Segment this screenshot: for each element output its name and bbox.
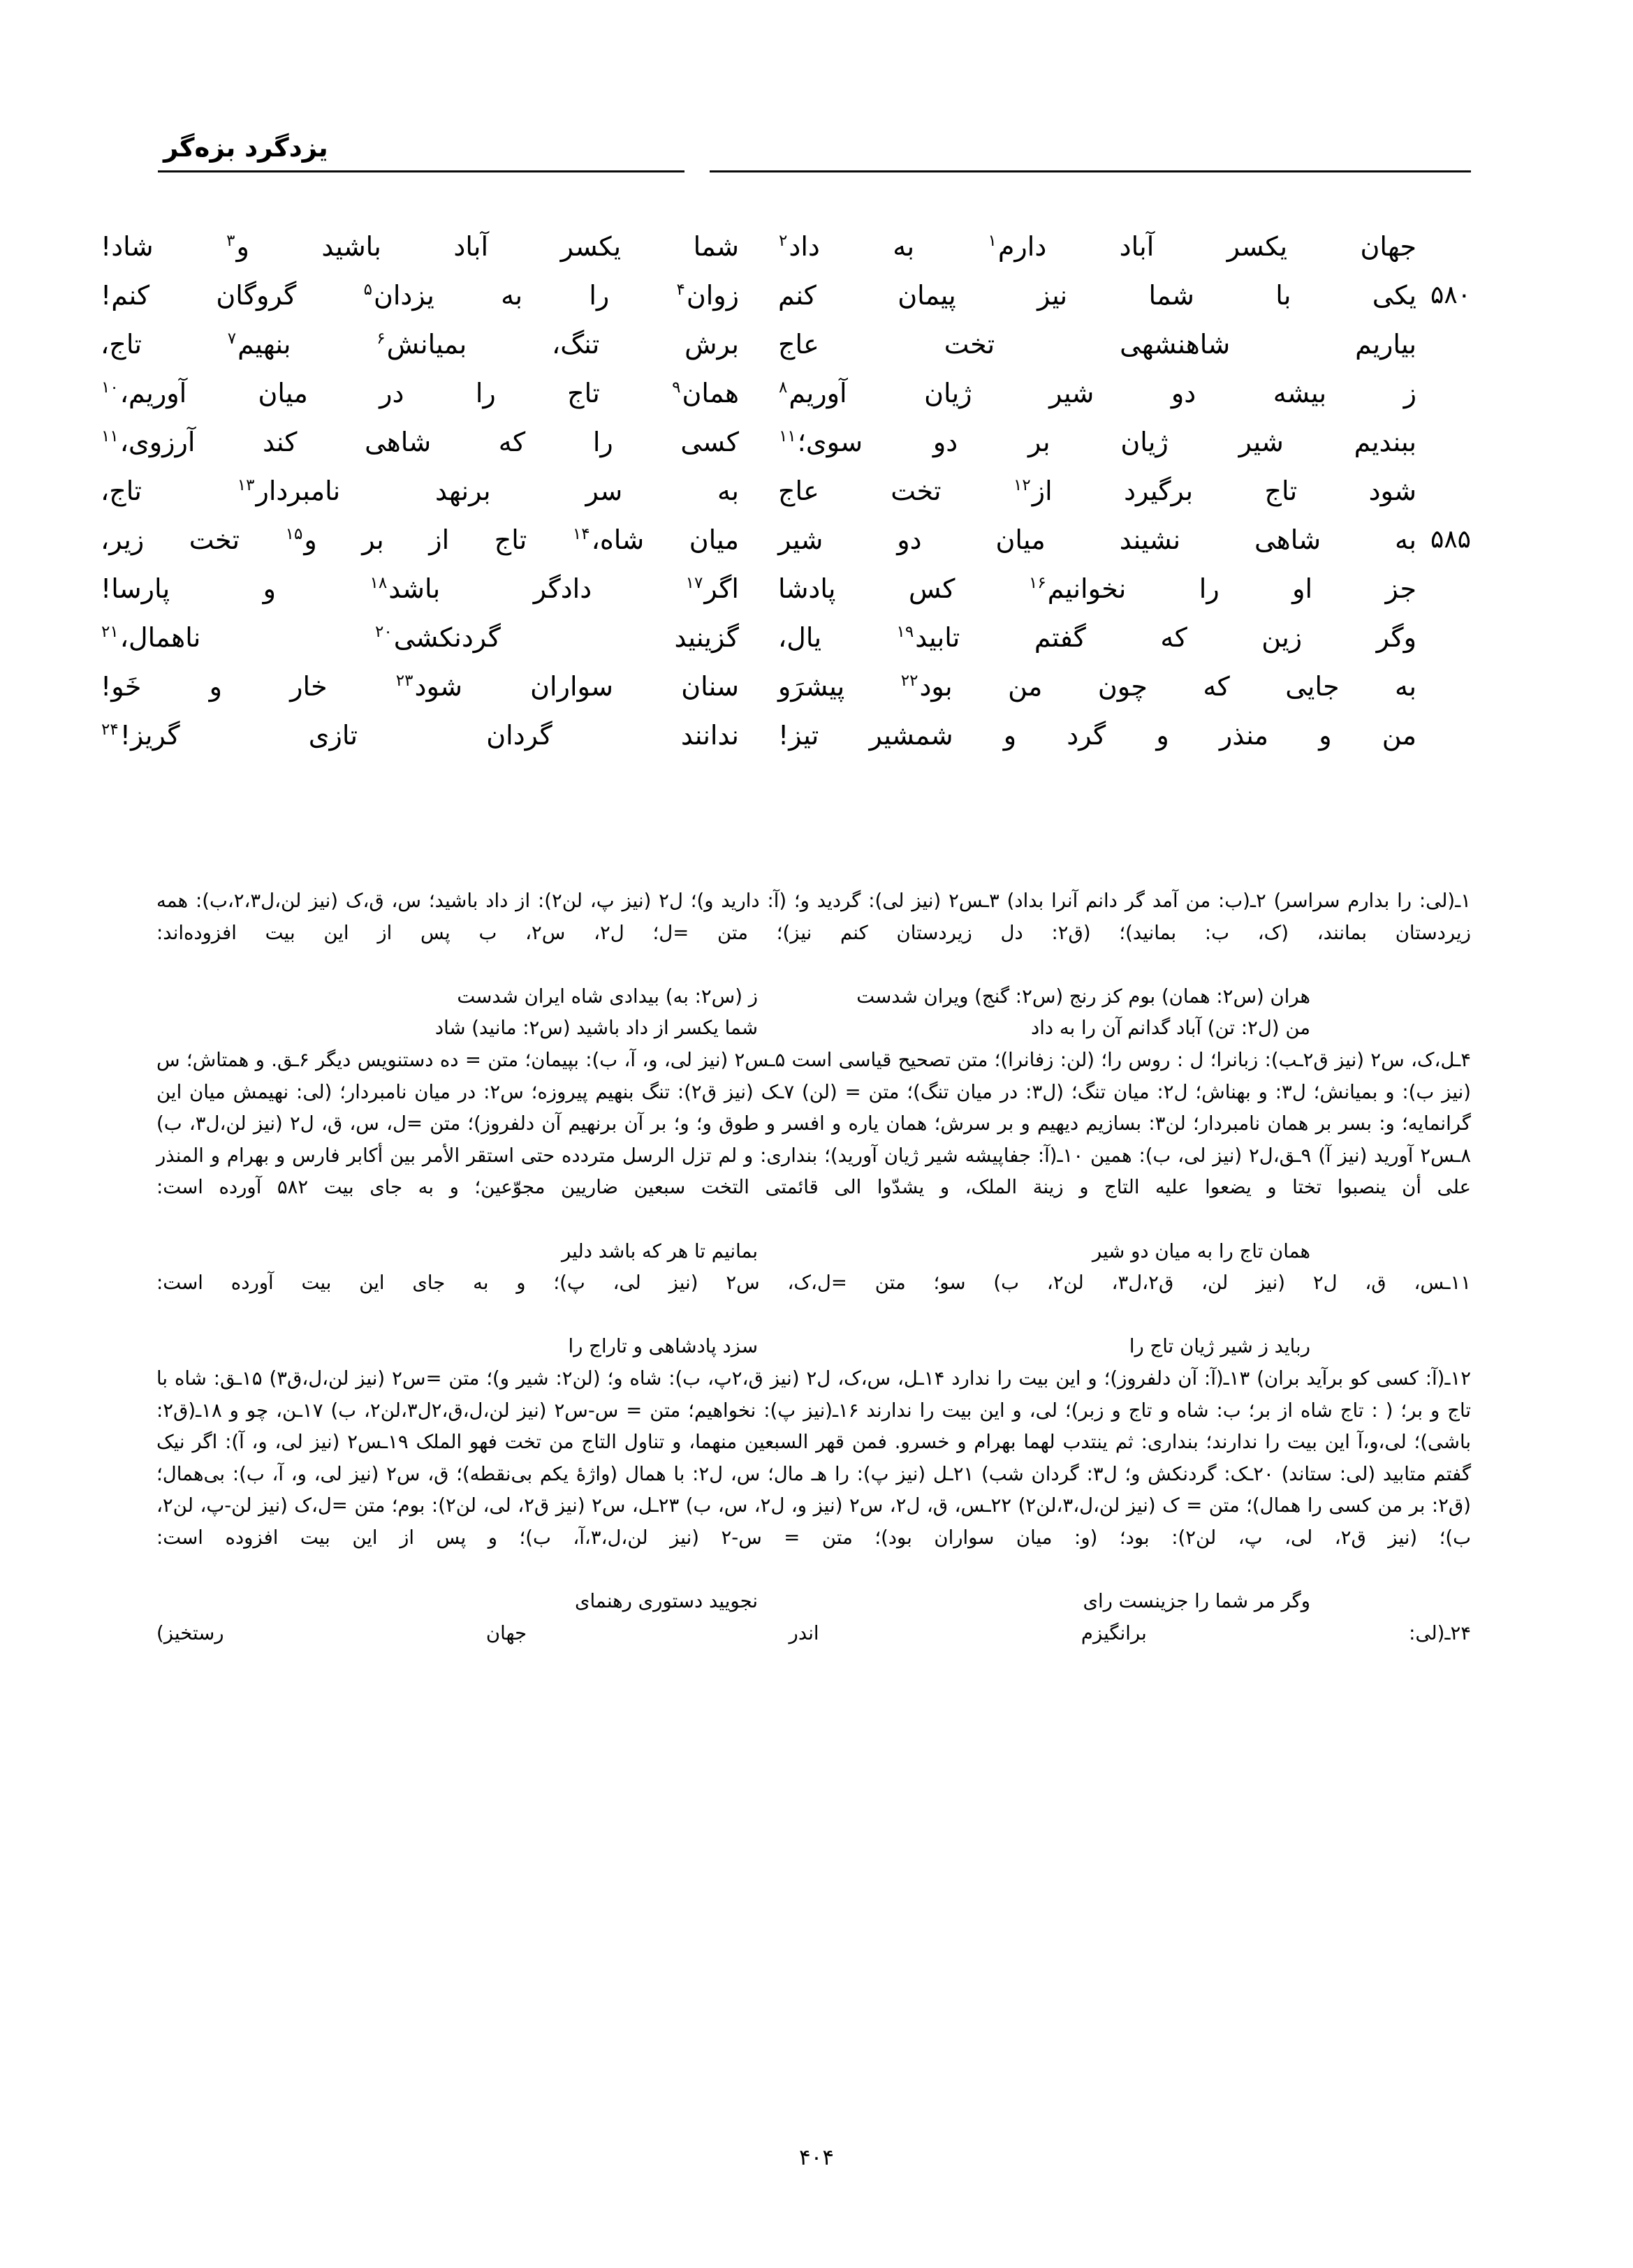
verse-word: زیر، [101, 524, 145, 555]
verse-word: بر [362, 524, 384, 555]
verse-word: کسی [680, 427, 739, 457]
hemistich-second [82, 466, 760, 515]
verse-word: نخوانیم$^{۱۶}$ [1028, 573, 1127, 604]
verse-line [101, 320, 1471, 369]
verse-word: یکسر [560, 231, 622, 262]
verse-word: شاه،$^{۱۴}$ [572, 524, 645, 555]
verse-word: میان [258, 378, 308, 408]
apparatus-note: ۱۲ـ(آ: کسی کو برآید بران) ۱۳ـ(آ: آن دلفروز)؛ و این بیت را ندارد ۱۴ـل، س،ک، ل۲ (نیز ق،۲پ، ب): شاه و؛ (لن۲: شیر و)؛ متن =س۲ (نیز لن،ل،ق۳) ۱۵ـق: شاه با تاج و بر؛ ( : تاج شاه از بر؛ ب: شاه و تاج و زبر)؛ لی، و این بیت را ندارند ۱۶ـ(نیز پ): نخواهیم؛ متن = س-س۲ (نیز لن،ل،ق،۲ل۳،لن۲، ب) ۱۷ـن، چو و ۱۸ـ(ق۲: باشی)؛ لی،و،آ این بیت را ندارند؛ بنداری: ثم ينتدب لهما بهرام و خسرو. فمن قهر السبعين منهما، و تناول التاج من تخت فهو الملک ۱۹ـس۲ (نیز لی، و، آ): اگر نیک گفتم متابید (لی: ستاند) ۲۰ـک: گردنکش و؛ ل۳: گردان شب) ۲۱ـل (نیز پ): را هـ مال؛ س، ل۲: با همال (واژهٔ یکم بی‌نقطه)؛ ق، س۲ (نیز لی، و، آ، ب): بی‌همال؛ (ق۲: بر من کسی را همال)؛ متن = ک (نیز لن،ل،۳،لن۲) ۲۲ـس، ق، ل۲، س۲ (نیز و، ل۲، س، ب) ۲۳ـل، س۲ (نیز ق۲، لی، لن۲): بوم؛ متن =ل،ک (نیز لن-پ، لن۲، ب)؛ (نیز ق۲، لی، پ، لن۲): بود؛ (و: میان سواران بود)؛ متن = س-۲ (نیز لن،ل،۳،آ، ب)؛ و پس از این بیت افزوده است: [156, 1367, 1472, 1549]
hemistich-first [760, 271, 1471, 320]
verse-word: بر [1027, 427, 1050, 457]
hemistich-text [760, 515, 1416, 564]
hemistich-text [82, 662, 739, 711]
verse-word: دادگر [533, 573, 592, 604]
hemistich-first [760, 320, 1471, 369]
verse-word: آوریم،$^{۱۰}$ [101, 378, 187, 408]
verse-word: ندانند [680, 720, 739, 751]
verse-word: شما [1148, 280, 1194, 311]
verse-word: از [429, 524, 450, 555]
verse-word: باشید [321, 231, 381, 262]
hemistich-first [760, 613, 1471, 662]
verse-word: و [1156, 720, 1169, 751]
verse-block [101, 222, 1471, 760]
footnote-marker: ۶ [376, 330, 386, 348]
verse-word: گفتم [1034, 622, 1086, 653]
verse-word: گروگان [216, 280, 297, 311]
hemistich-second [82, 662, 760, 711]
hemistich-second [82, 711, 760, 760]
verse-word: برش [684, 329, 739, 360]
hemistich-text [760, 613, 1416, 662]
verse-word: گرد [1067, 720, 1106, 751]
verse-word: تخت [944, 329, 995, 360]
verse-word: او [1292, 573, 1313, 604]
verse-word: پادشا [778, 573, 836, 604]
apparatus-note: ۴ـل،ک، س۲ (نیز ق۲ـب): زبانرا؛ ل : روس را؛ (لن: زفانرا)؛ متن تصحیح قیاسی است ۵ـس۲ (نیز لی، و، آ، ب): بپیمان؛ متن = ده دستنویس دیگر ۶ـق. و همتاش؛ س (نیز ب): و بمیانش؛ ل۳: و بهناش؛ ل۲: میان تنگ؛ (ل۳: در میان تنگ)؛ متن = (لن) ۷ـک (نیز ق۲): تنگ بنهیم پیروزه؛ س۲: در میان نامبردار؛ (لی: نهیمش میان این گرانمایه؛ و: بسر بر همان نامبردار؛ لن۳: بسازیم دیهیم و بر سرش؛ همان یاره و افسر و طوق و؛ و؛ بر آن برنهیم آن دلفروز)؛ متن =ل، س، ق، ل۲ (نیز لن،ل۳، ب) ۸ـس۲ آورید (نیز آ) ۹ـق،ل۲ (نیز لی، ب): همین ۱۰ـ(آ: جفاپیشه شیر ژیان آورید)؛ بنداری: و لم تزل الرسل متردده حتی استقر الأمر بین أکابر فارس و بهرام و المنذر علی أن ينصبوا تختا و یضعوا علیه التاج و زینة الملک، و یشدّوا الی قائمتی التخت سبعین ضاریین مجوّعین؛ و به جای بیت ۵۸۲ آورده است: [156, 1048, 1472, 1199]
apparatus-couplet [156, 1586, 1471, 1618]
verse-word: سنان [681, 671, 739, 702]
verse-word: آرزوی،$^{۱۱}$ [101, 427, 196, 457]
verse-word: در [379, 378, 404, 408]
hemistich-first [760, 564, 1471, 613]
verse-word: پیمان [898, 280, 956, 311]
verse-word: بود$^{۲۲}$ [900, 671, 953, 702]
verse-word: را [592, 427, 613, 457]
verse-word: عاج [778, 476, 819, 506]
hemistich-text [82, 613, 739, 662]
verse-word: چون [1097, 671, 1148, 702]
verse-word: شیر [1238, 427, 1284, 457]
verse-word: گردان [486, 720, 552, 751]
verse-line [101, 369, 1471, 418]
verse-word: بیشه [1273, 378, 1327, 408]
verse-word: تنگ، [551, 329, 600, 360]
verse-word: همان$^۹$ [672, 378, 739, 408]
hemistich-text [82, 271, 739, 320]
hemistich-second [82, 369, 760, 418]
apparatus-couplet [156, 1236, 1471, 1268]
hemistich-first [760, 515, 1471, 564]
verse-word: دو [897, 524, 922, 555]
verse-word: زوان$^۴$ [676, 280, 739, 311]
hemistich-text [760, 662, 1416, 711]
verse-word: کنم! [101, 280, 150, 311]
verse-word: کنم [778, 280, 816, 311]
running-head [158, 133, 1471, 172]
verse-word: بمیانش$^۶$ [376, 329, 467, 360]
verse-word: و [263, 573, 277, 604]
footnote-marker: ۹ [672, 378, 681, 397]
verse-word: پارسا! [101, 573, 170, 604]
verse-word: برگیرد [1124, 476, 1194, 506]
verse-word: وگر [1376, 622, 1416, 653]
verse-word: آباد [453, 231, 489, 262]
hemistich-first [760, 466, 1471, 515]
verse-word: تاج [1264, 476, 1298, 506]
apparatus-couplet-hemistich-right: من (ل۲: تن) آباد گدانم آن را به داد [1030, 1017, 1310, 1040]
verse-line [101, 711, 1471, 760]
verse-word: یکسر [1226, 231, 1288, 262]
verse-word: تاج، [101, 476, 142, 506]
verse-word: و$^۳$ [226, 231, 249, 262]
footnote-marker: ۱۰ [101, 378, 119, 397]
verse-line [101, 222, 1471, 271]
verse-word: برنهد [435, 476, 491, 506]
footnote-marker: ۱۴ [572, 525, 590, 544]
verse-word: شیر [1049, 378, 1094, 408]
apparatus-couplet-hemistich-right: وگر مر شما را جزینست رای [1083, 1590, 1310, 1613]
verse-word: آباد [1119, 231, 1155, 262]
hemistich-text [82, 564, 739, 613]
verse-word: عاج [778, 329, 819, 360]
verse-word: شاهنشهی [1120, 329, 1231, 360]
verse-word: میان [995, 524, 1046, 555]
apparatus-couplet-hemistich-left: نجویید دستوری رهنمای [575, 1590, 758, 1613]
apparatus-couplet [156, 1012, 1471, 1045]
hemistich-second [82, 418, 760, 466]
hemistich-first [760, 418, 1471, 466]
verse-word: و [209, 671, 222, 702]
verse-word: را [589, 280, 610, 311]
verse-word: و [1319, 720, 1332, 751]
verse-word: ز [1403, 378, 1416, 408]
verse-word: اگر$^{۱۷}$ [685, 573, 739, 604]
verse-word: به [501, 280, 523, 311]
verse-word: گزینید [674, 622, 739, 653]
verse-line [101, 466, 1471, 515]
apparatus-couplet [156, 1331, 1471, 1363]
verse-word: شاهی [1254, 524, 1321, 555]
verse-word: و [1003, 720, 1017, 751]
verse-word: با [1275, 280, 1291, 311]
verse-word: جز [1385, 573, 1416, 604]
verse-word: تاج [567, 378, 600, 408]
hemistich-text [760, 466, 1416, 515]
hemistich-text [82, 222, 739, 271]
verse-word: دارم$^۱$ [988, 231, 1047, 262]
running-head-title: یزدگرد بزه‌گر [163, 133, 328, 163]
verse-word: به [1395, 524, 1416, 555]
verse-word: من [1008, 671, 1043, 702]
verse-word: پیشرَو [778, 671, 845, 702]
verse-line [101, 564, 1471, 613]
verse-word: یال، [778, 622, 822, 653]
verse-word: جهان [1360, 231, 1416, 262]
apparatus-couplet-hemistich-right: رباید ز شیر ژیان تاج را [1129, 1335, 1310, 1358]
footnote-marker: ۱۲ [1013, 476, 1031, 495]
verse-word: سوی؛$^{۱۱}$ [779, 427, 863, 457]
verse-number: ۵۸۵ [1430, 525, 1471, 554]
footnote-marker: ۱۳ [237, 476, 255, 495]
verse-word: به [717, 476, 739, 506]
footnote-marker: ۱۱ [101, 427, 119, 446]
footnote-marker: ۲۳ [395, 672, 413, 691]
footnote-marker: ۱۵ [285, 525, 303, 544]
verse-word: به [1395, 671, 1416, 702]
verse-word: آوریم$^۸$ [779, 378, 847, 408]
verse-word: داد$^۲$ [779, 231, 820, 262]
verse-word: ژیان [1120, 427, 1169, 457]
footnote-marker: ۸ [779, 378, 788, 397]
verse-word: جایی [1285, 671, 1340, 702]
hemistich-text [760, 320, 1416, 369]
verse-word: تیز! [778, 720, 819, 751]
verse-line [101, 613, 1471, 662]
verse-word: شود [1368, 476, 1416, 506]
hemistich-second [82, 320, 760, 369]
apparatus-note: ۱ـ(لی: را بدارم سراسر) ۲ـ(ب: من آمد گر دانم آنرا بداد) ۳ـس۲ (نیز لی): گردید و؛ (آ: داريد و)؛ ل۲ (نیز پ، لن۲): از داد باشيد؛ س، ق،ک (نیز لن،ل۲،۳،ب): همه زیردستان بمانند، (ک، ب: بمانید)؛ (ق۲: دل زیردستان کنم نیز)؛ متن =ل؛ ل۲، س۲، ب پس از این بیت افزوده‌اند: [156, 890, 1471, 944]
hemistich-text [760, 564, 1416, 613]
verse-word: ناهمال،$^{۲۱}$ [101, 622, 201, 653]
verse-word: را [475, 378, 496, 408]
verse-word: منذر [1219, 720, 1269, 751]
apparatus-note: ۱۱ـس، ق، ل۲ (نیز لن، ق۲،ل۳، لن۲، ب) سو؛ متن =ل،ک، س۲ (نیز لی، پ)؛ و به جای این بیت آورده است: [156, 1272, 1472, 1295]
verse-word: گریز!$^{۲۴}$ [101, 720, 180, 751]
apparatus-couplet-hemistich-left: ز (س۲: به) بیدادی شاه ایران شدست [457, 985, 758, 1008]
verse-word: میان [689, 524, 739, 555]
hemistich-first [760, 711, 1471, 760]
verse-word: خار [290, 671, 328, 702]
hemistich-text [760, 222, 1416, 271]
footnote-marker: ۱۷ [685, 574, 703, 593]
footnote-marker: ۵ [363, 281, 372, 300]
hemistich-second [82, 222, 760, 271]
hemistich-text [82, 320, 739, 369]
footnote-marker: ۲۲ [900, 672, 918, 691]
footnote-marker: ۲۱ [101, 623, 119, 642]
verse-word: بنهیم$^۷$ [227, 329, 291, 360]
verse-word: را [1199, 573, 1220, 604]
apparatus-couplet-hemistich-left: شما یکسر از داد باشید (س۲: مانید) شاد [434, 1017, 758, 1040]
verse-word: که [1203, 671, 1230, 702]
verse-word: باشد$^{۱۸}$ [369, 573, 441, 604]
footnote-marker: ۱۶ [1028, 574, 1046, 593]
verse-word: گردنکشی$^{۲۰}$ [375, 622, 501, 653]
verse-word: من [1382, 720, 1416, 751]
verse-word: ژیان [924, 378, 972, 408]
footnote-marker: ۲۴ [101, 721, 119, 739]
verse-word: ببندیم [1354, 427, 1416, 457]
verse-word: شمشیر [869, 720, 953, 751]
verse-word: دو [932, 427, 958, 457]
hemistich-text [760, 271, 1416, 320]
folio-number: ۴۰۴ [799, 2145, 834, 2170]
hemistich-second [82, 271, 760, 320]
hemistich-second [82, 515, 760, 564]
verse-word: تاج، [101, 329, 142, 360]
verse-word: که [498, 427, 526, 457]
verse-word: تاج [494, 524, 527, 555]
verse-word: سر [585, 476, 623, 506]
verse-word: شما [693, 231, 739, 262]
header-rule [158, 170, 1471, 172]
hemistich-text [82, 466, 739, 515]
hemistich-text [760, 711, 1416, 760]
verse-word: شود$^{۲۳}$ [395, 671, 462, 702]
verse-word: شاهی [365, 427, 432, 457]
verse-word: خَو! [101, 671, 142, 702]
hemistich-text [760, 418, 1416, 466]
verse-line [101, 418, 1471, 466]
footnote-marker: ۷ [227, 330, 237, 348]
hemistich-second [82, 613, 760, 662]
critical-apparatus [156, 885, 1471, 1681]
apparatus-note: ۲۴ـ(لی: برانگیزم اندر جهان رستخیز) [156, 1621, 1471, 1644]
verse-line [101, 515, 1471, 564]
footnote-marker: ۱۱ [779, 427, 796, 446]
verse-word: از$^{۱۲}$ [1013, 476, 1053, 506]
verse-word: بیاریم [1355, 329, 1416, 360]
verse-word: زین [1261, 622, 1303, 653]
footnote-marker: ۲ [779, 232, 788, 251]
verse-word: نشیند [1119, 524, 1181, 555]
apparatus-couplet-hemistich-left: سزد پادشاهی و تاراج را [568, 1335, 758, 1358]
footnote-marker: ۳ [226, 232, 235, 251]
footnote-marker: ۱۸ [369, 574, 388, 593]
verse-line [101, 662, 1471, 711]
verse-word: به [893, 231, 915, 262]
verse-word: شاد! [101, 231, 154, 262]
hemistich-text [82, 711, 739, 760]
hemistich-first [760, 222, 1471, 271]
apparatus-couplet [156, 981, 1471, 1013]
apparatus-couplet-hemistich-left: بمانیم تا هر که باشد دلیر [561, 1239, 758, 1262]
verse-line [101, 271, 1471, 320]
verse-word: تخت [891, 476, 942, 506]
verse-word: که [1160, 622, 1187, 653]
verse-word: کس [908, 573, 955, 604]
apparatus-couplet-hemistich-right: همان تاج را به میان دو شیر [1092, 1239, 1310, 1262]
verse-number: ۵۸۰ [1430, 281, 1471, 309]
hemistich-first [760, 662, 1471, 711]
footnote-marker: ۴ [676, 281, 685, 300]
hemistich-text [82, 418, 739, 466]
verse-word: و$^{۱۵}$ [285, 524, 317, 555]
apparatus-couplet-hemistich-right: هران (س۲: همان) بوم کز رنج (س۲: گنج) ویران شدست [856, 985, 1310, 1008]
verse-word: یزدان$^۵$ [363, 280, 434, 311]
verse-word: سواران [530, 671, 613, 702]
verse-word: نیز [1037, 280, 1068, 311]
verse-word: تابید$^{۱۹}$ [896, 622, 960, 653]
verse-word: یکی [1372, 280, 1416, 311]
verse-word: تخت [189, 524, 240, 555]
footnote-marker: ۱۹ [896, 623, 914, 642]
hemistich-text [82, 515, 739, 564]
verse-word: دو [1171, 378, 1196, 408]
footnote-marker: ۲۰ [375, 623, 393, 642]
hemistich-first [760, 369, 1471, 418]
hemistich-text [82, 369, 739, 418]
verse-word: کند [262, 427, 298, 457]
hemistich-text [760, 369, 1416, 418]
footnote-marker: ۱ [988, 232, 997, 251]
verse-word: تازی [308, 720, 358, 751]
hemistich-second [82, 564, 760, 613]
verse-word: شیر [778, 524, 823, 555]
verse-word: نامبردار$^{۱۳}$ [237, 476, 341, 506]
